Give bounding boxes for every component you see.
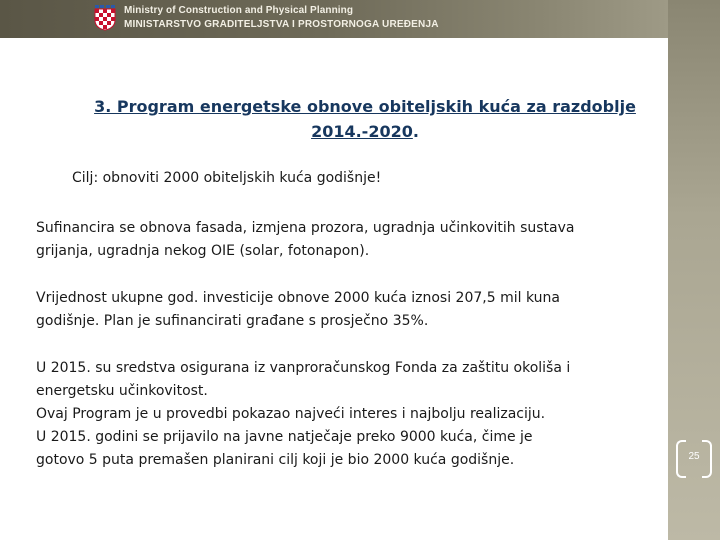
page-number: 25	[688, 451, 700, 462]
title-line-2-suffix: .	[412, 122, 419, 141]
title-line-2-wrap	[60, 119, 670, 144]
header-bar	[0, 0, 720, 38]
paragraph-line: energetsku učinkovitost.	[36, 383, 208, 399]
paragraph-results	[36, 357, 661, 472]
paragraph-investment	[36, 287, 661, 333]
page-number-badge	[676, 440, 712, 476]
ministry-name-english: Ministry of Construction and Physical Planning	[124, 5, 354, 16]
slide-title	[60, 94, 670, 144]
paragraph-line: Vrijednost ukupne god. investicije obnove 2000 kuća iznosi 207,5 mil kuna	[36, 290, 560, 306]
paragraph-line: Sufinancira se obnova fasada, izmjena prozora, ugradnja učinkovitih sustava	[36, 220, 575, 236]
paragraph-line: U 2015. su sredstva osigurana iz vanproračunskog Fonda za zaštitu okoliša i	[36, 360, 571, 376]
paragraph-financing	[36, 217, 661, 263]
title-line-2: 2014.-2020	[311, 122, 413, 141]
paragraph-line: grijanja, ugradnja nekog OIE (solar, fotonapon).	[36, 243, 370, 259]
goal-text: Cilj: obnoviti 2000 obiteljskih kuća godišnje!	[72, 170, 382, 186]
title-line-1: 3. Program energetske obnove obiteljskih kuća za razdoblje	[94, 97, 636, 116]
paragraph-line: Ovaj Program je u provedbi pokazao najveći interes i najbolju realizaciju.	[36, 406, 546, 422]
paragraph-line: gotovo 5 puta premašen planirani cilj koji je bio 2000 kuća godišnje.	[36, 452, 515, 468]
paragraph-line: U 2015. godini se prijavilo na javne natječaje preko 9000 kuća, čime je	[36, 429, 533, 445]
coat-of-arms-icon	[94, 5, 116, 31]
paragraph-line: godišnje. Plan je sufinancirati građane s prosječno 35%.	[36, 313, 429, 329]
ministry-name-croatian: MINISTARSTVO GRADITELJSTVA I PROSTORNOGA UREĐENJA	[124, 19, 439, 30]
